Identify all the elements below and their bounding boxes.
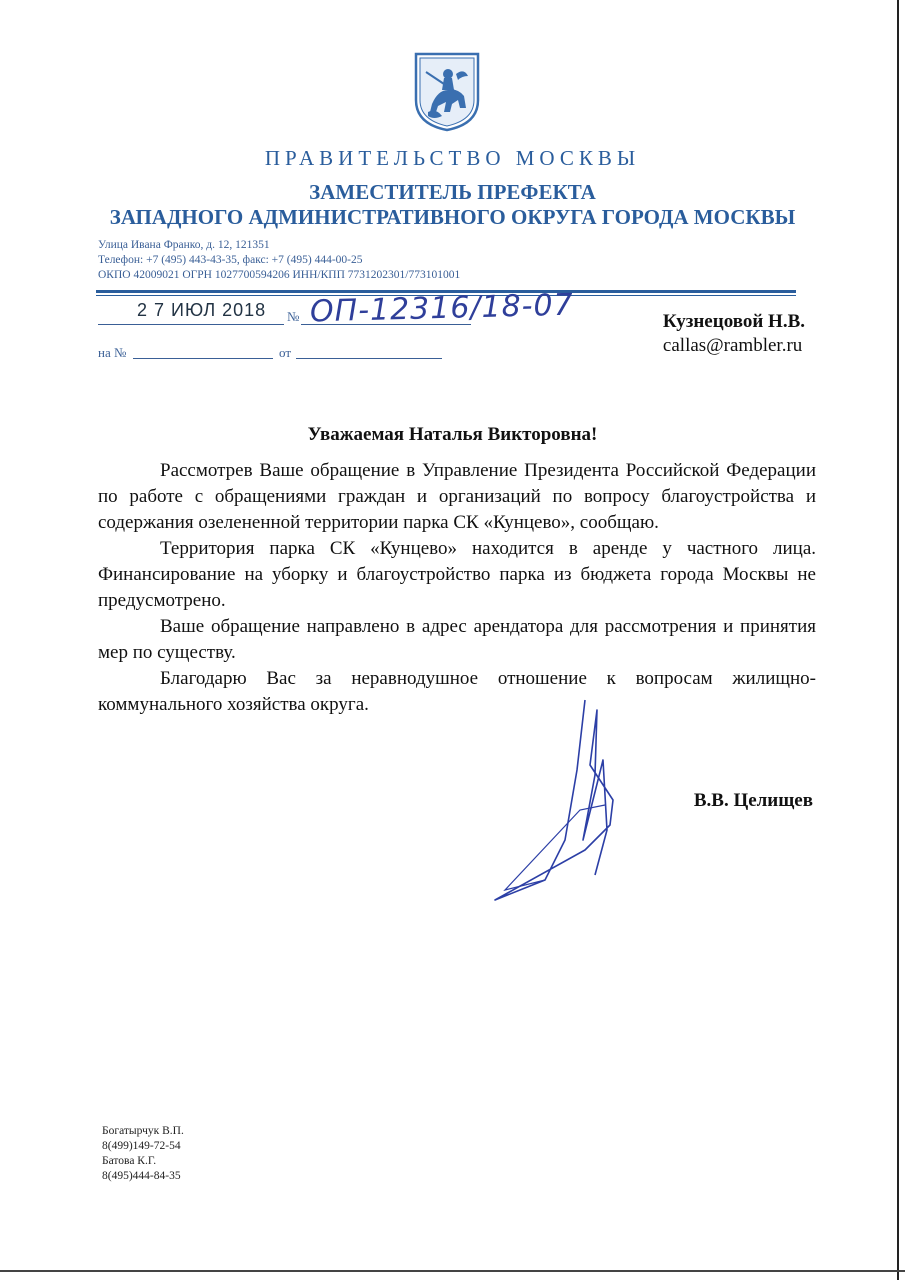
phone-line: Телефон: +7 (495) 443-43-35, факс: +7 (495) 444-00-25 <box>98 254 363 266</box>
address-line: Улица Ивана Франко, д. 12, 121351 <box>98 239 270 251</box>
addressee-email: callas@rambler.ru <box>662 335 803 356</box>
organization-title-line2: ЗАПАДНОГО АДМИНИСТРАТИВНОГО ОКРУГА ГОРОДА МОСКВЫ <box>109 205 796 229</box>
executors-block <box>102 1124 184 1184</box>
date-underline <box>98 324 284 325</box>
executor-line: Батова К.Г. <box>102 1155 157 1167</box>
handwritten-signature <box>485 690 635 910</box>
executor-line: Богатырчук В.П. <box>102 1125 184 1137</box>
registration-date-stamp: 2 7 ИЮЛ 2018 <box>137 300 267 320</box>
letter-paragraph: Благодарю Вас за неравнодушное отношение к вопросам жилищно-коммунального хозяйства округа. <box>98 668 816 715</box>
letter-paragraph: Ваше обращение направлено в адрес арендатора для рассмотрения и принятия мер по существу. <box>98 616 816 663</box>
organization-title-line1: ЗАМЕСТИТЕЛЬ ПРЕФЕКТА <box>309 180 596 204</box>
government-title: ПРАВИТЕЛЬСТВО МОСКВЫ <box>264 146 641 170</box>
codes-line: ОКПО 42009021 ОГРН 1027700594206 ИНН/КПП 7731202301/773101001 <box>98 269 461 281</box>
executor-line: 8(499)149-72-54 <box>102 1140 181 1152</box>
page-edge-bottom <box>0 1270 905 1272</box>
reference-label: на № <box>98 345 127 360</box>
addressee-name: Кузнецовой Н.В. <box>662 311 805 332</box>
signer-name: В.В. Целищев <box>693 790 813 811</box>
letter-body <box>98 458 816 718</box>
number-label: № <box>287 309 300 324</box>
salutation: Уважаемая Наталья Викторовна! <box>307 424 598 445</box>
letter-paragraph: Территория парка СК «Кунцево» находится в аренде у частного лица. Финансирование на уборку и благоустройство парка из бюджета города Москвы не предусмотрено. <box>98 538 816 611</box>
moscow-coat-of-arms-icon <box>412 50 482 132</box>
addressee-block <box>663 310 805 358</box>
registration-number: ОП-12316/18-07 <box>309 287 575 330</box>
reference-underline <box>133 358 273 359</box>
from-label: от <box>279 345 292 360</box>
from-underline <box>296 358 442 359</box>
executor-line: 8(495)444-84-35 <box>102 1170 181 1182</box>
contact-block <box>98 238 460 283</box>
letter-paragraph: Рассмотрев Ваше обращение в Управление Президента Российской Федерации по работе с обращениями граждан и организаций по вопросу благоустройства и содержания озелененной территории парка СК «Кунцево», сообщаю. <box>98 460 816 533</box>
